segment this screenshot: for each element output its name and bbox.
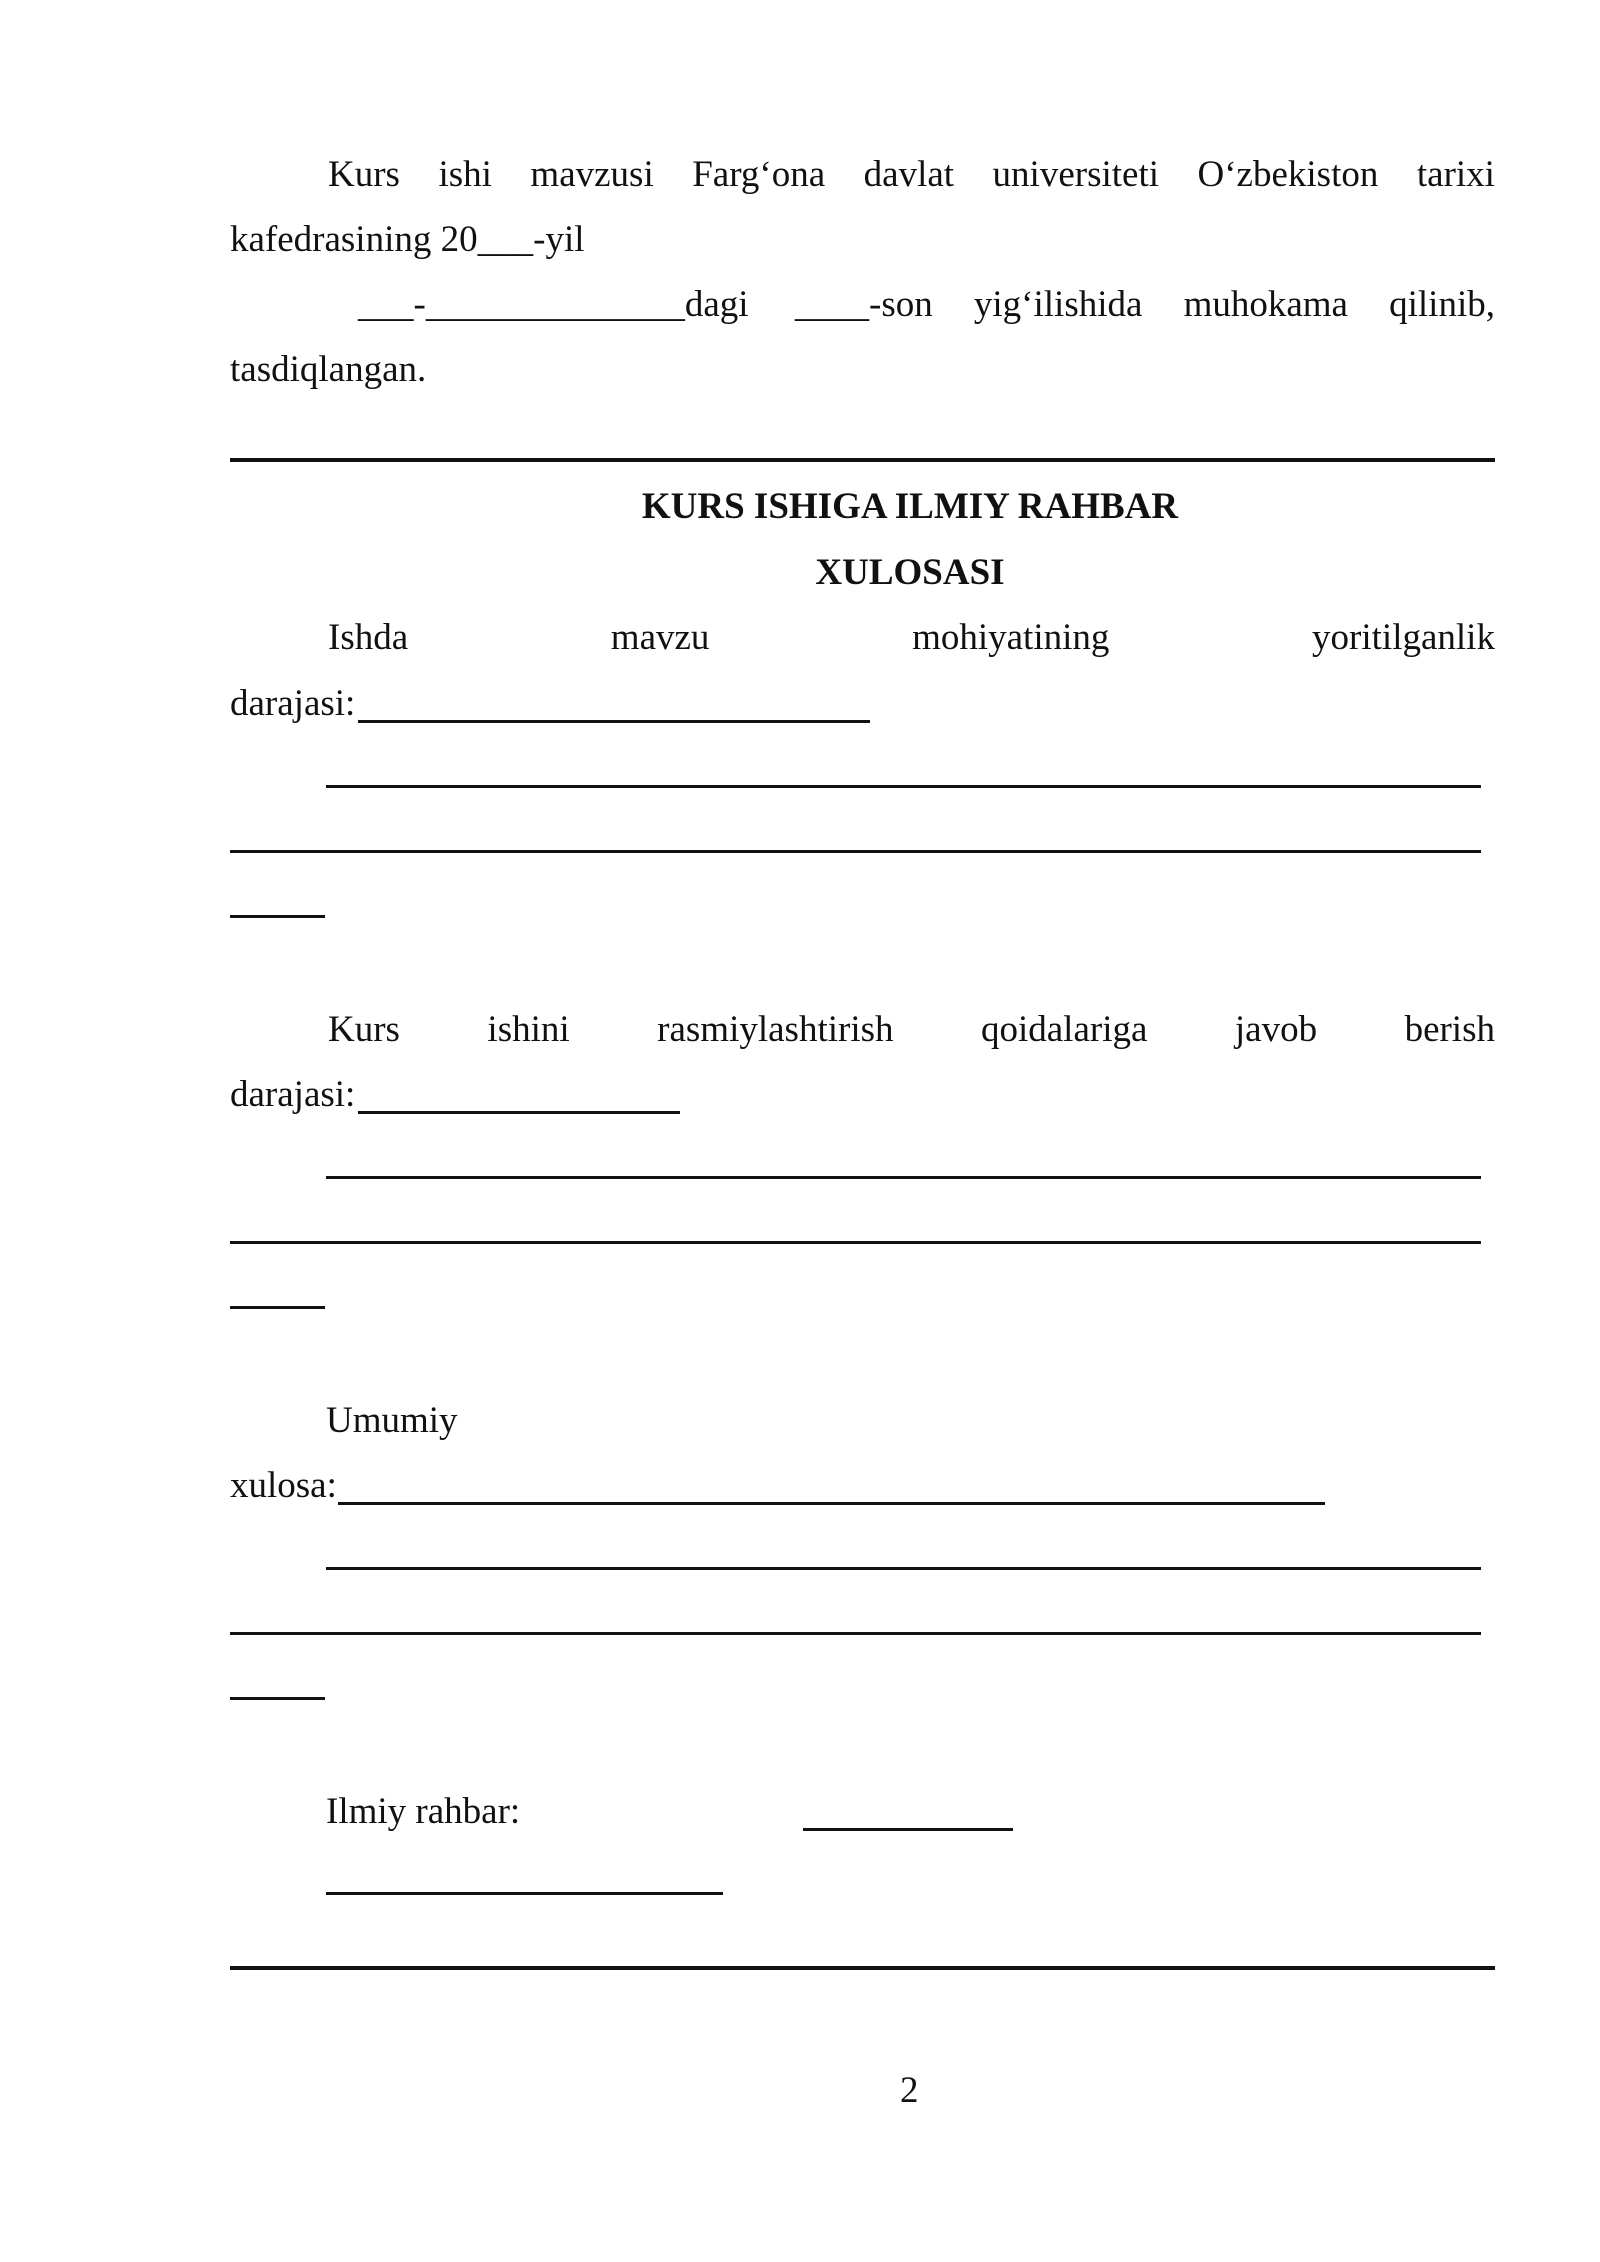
- intro-word: Farg‘ona: [692, 154, 826, 195]
- section2-answer-line[interactable]: [358, 1111, 680, 1114]
- intro-line-3: [795, 283, 1495, 327]
- section2-word: javob: [1234, 1009, 1318, 1050]
- intro-word: ishi: [438, 154, 492, 195]
- section1-label: darajasi:: [230, 683, 356, 724]
- section2-word: berish: [1404, 1009, 1495, 1050]
- intro-line-4: tasdiqlangan.: [230, 349, 427, 390]
- section3-answer-line[interactable]: [326, 1567, 1481, 1570]
- section3-answer-line[interactable]: [230, 1632, 1481, 1635]
- intro-line-1: [328, 153, 1495, 197]
- separator-line: [230, 458, 1495, 462]
- intro-word: davlat: [863, 154, 955, 195]
- section1-line: [328, 616, 1495, 660]
- intro-word: Kurs: [328, 154, 400, 195]
- signature-name-line[interactable]: [326, 1892, 723, 1895]
- section1-answer-line[interactable]: [326, 785, 1481, 788]
- intro-word: O‘zbekiston: [1197, 154, 1379, 195]
- separator-line: [230, 1966, 1495, 1970]
- intro-word: tarixi: [1416, 154, 1495, 195]
- section1-word: Ishda: [328, 617, 409, 658]
- section2-word: ishini: [487, 1009, 570, 1050]
- intro-word: muhokama: [1183, 284, 1348, 325]
- intro-word: ____-son: [795, 284, 933, 325]
- section2-label: darajasi:: [230, 1074, 356, 1115]
- intro-line-2: kafedrasining 20___-yil: [230, 219, 585, 260]
- section3-answer-line[interactable]: [230, 1697, 325, 1700]
- section2-line: [328, 1008, 1495, 1052]
- conclusion-subtitle: XULOSASI: [815, 552, 1005, 593]
- intro-word: universiteti: [992, 154, 1160, 195]
- signature-line[interactable]: [803, 1828, 1013, 1831]
- intro-word: yig‘ilishida: [973, 284, 1143, 325]
- section1-answer-line[interactable]: [230, 850, 1481, 853]
- section2-answer-line[interactable]: [326, 1176, 1481, 1179]
- page-number: 2: [900, 2070, 919, 2111]
- section1-word: yoritilganlik: [1312, 617, 1495, 658]
- section2-answer-line[interactable]: [230, 1306, 325, 1309]
- section1-answer-line[interactable]: [358, 720, 870, 723]
- section2-word: qoidalariga: [980, 1009, 1148, 1050]
- intro-word: qilinib,: [1389, 284, 1495, 325]
- section3-label: xulosa:: [230, 1465, 337, 1506]
- section2-word: rasmiylashtirish: [657, 1009, 894, 1050]
- section2-answer-line[interactable]: [230, 1241, 1481, 1244]
- section1-word: mohiyatining: [912, 617, 1110, 658]
- section3-word: Umumiy: [326, 1400, 458, 1441]
- section2-word: Kurs: [328, 1009, 400, 1050]
- intro-date-blank: ___-______________dagi: [358, 284, 749, 325]
- section3-answer-line[interactable]: [338, 1502, 1325, 1505]
- intro-word: mavzusi: [530, 154, 654, 195]
- section1-answer-line[interactable]: [230, 915, 325, 918]
- signature-label: Ilmiy rahbar:: [326, 1791, 521, 1832]
- conclusion-title: KURS ISHIGA ILMIY RAHBAR: [641, 486, 1179, 527]
- section1-word: mavzu: [610, 617, 710, 658]
